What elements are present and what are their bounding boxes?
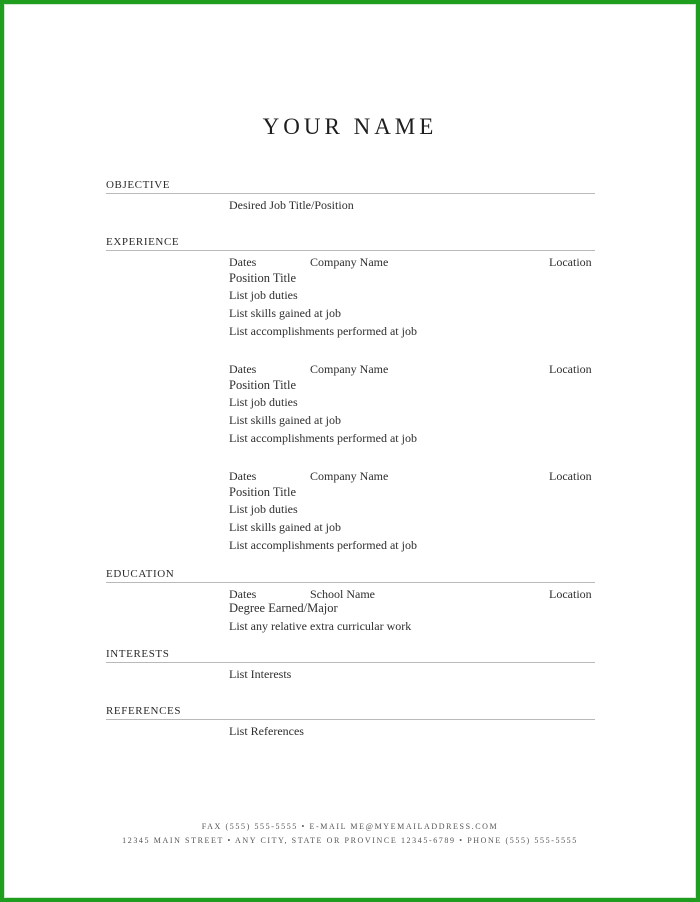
- job-skills: List skills gained at job: [229, 520, 341, 534]
- job-company: Company Name: [310, 362, 389, 376]
- job-title: Position Title: [229, 485, 297, 499]
- education-degree: Degree Earned/Major: [229, 601, 338, 615]
- job-duties: List job duties: [229, 395, 298, 409]
- references-divider: [106, 719, 595, 720]
- experience-heading: EXPERIENCE: [106, 236, 180, 248]
- job-location: Location: [549, 255, 592, 269]
- education-extra: List any relative extra curricular work: [229, 619, 412, 633]
- job-duties: List job duties: [229, 502, 298, 516]
- objective-divider: [106, 193, 595, 194]
- education-dates: Dates: [229, 587, 257, 601]
- interests-divider: [106, 662, 595, 663]
- objective-heading: OBJECTIVE: [106, 179, 171, 191]
- job-accomplishments: List accomplishments performed at job: [229, 324, 417, 338]
- job-skills: List skills gained at job: [229, 306, 341, 320]
- job-location: Location: [549, 469, 592, 483]
- job-title: Position Title: [229, 271, 297, 285]
- education-divider: [106, 582, 595, 583]
- footer-address-line: 12345 MAIN STREET • ANY CITY, STATE OR PROVINCE 12345-6789 • PHONE (555) 555-5555: [122, 836, 578, 845]
- job-location: Location: [549, 362, 592, 376]
- references-heading: REFERENCES: [106, 705, 182, 717]
- education-location: Location: [549, 587, 592, 601]
- job-accomplishments: List accomplishments performed at job: [229, 538, 417, 552]
- interests-heading: INTERESTS: [106, 648, 170, 660]
- references-text: List References: [229, 724, 304, 738]
- job-title: Position Title: [229, 378, 297, 392]
- resume-name: YOUR NAME: [262, 114, 438, 139]
- job-dates: Dates: [229, 469, 257, 483]
- job-accomplishments: List accomplishments performed at job: [229, 431, 417, 445]
- job-company: Company Name: [310, 469, 389, 483]
- job-skills: List skills gained at job: [229, 413, 341, 427]
- footer-contact-line: FAX (555) 555-5555 • E-MAIL ME@MYEMAILADDRESS.COM: [201, 822, 499, 831]
- education-school: School Name: [310, 587, 375, 601]
- education-heading: EDUCATION: [106, 568, 175, 580]
- interests-text: List Interests: [229, 667, 292, 681]
- job-dates: Dates: [229, 362, 257, 376]
- job-dates: Dates: [229, 255, 257, 269]
- job-duties: List job duties: [229, 288, 298, 302]
- job-company: Company Name: [310, 255, 389, 269]
- experience-divider: [106, 250, 595, 251]
- objective-text: Desired Job Title/Position: [229, 198, 354, 212]
